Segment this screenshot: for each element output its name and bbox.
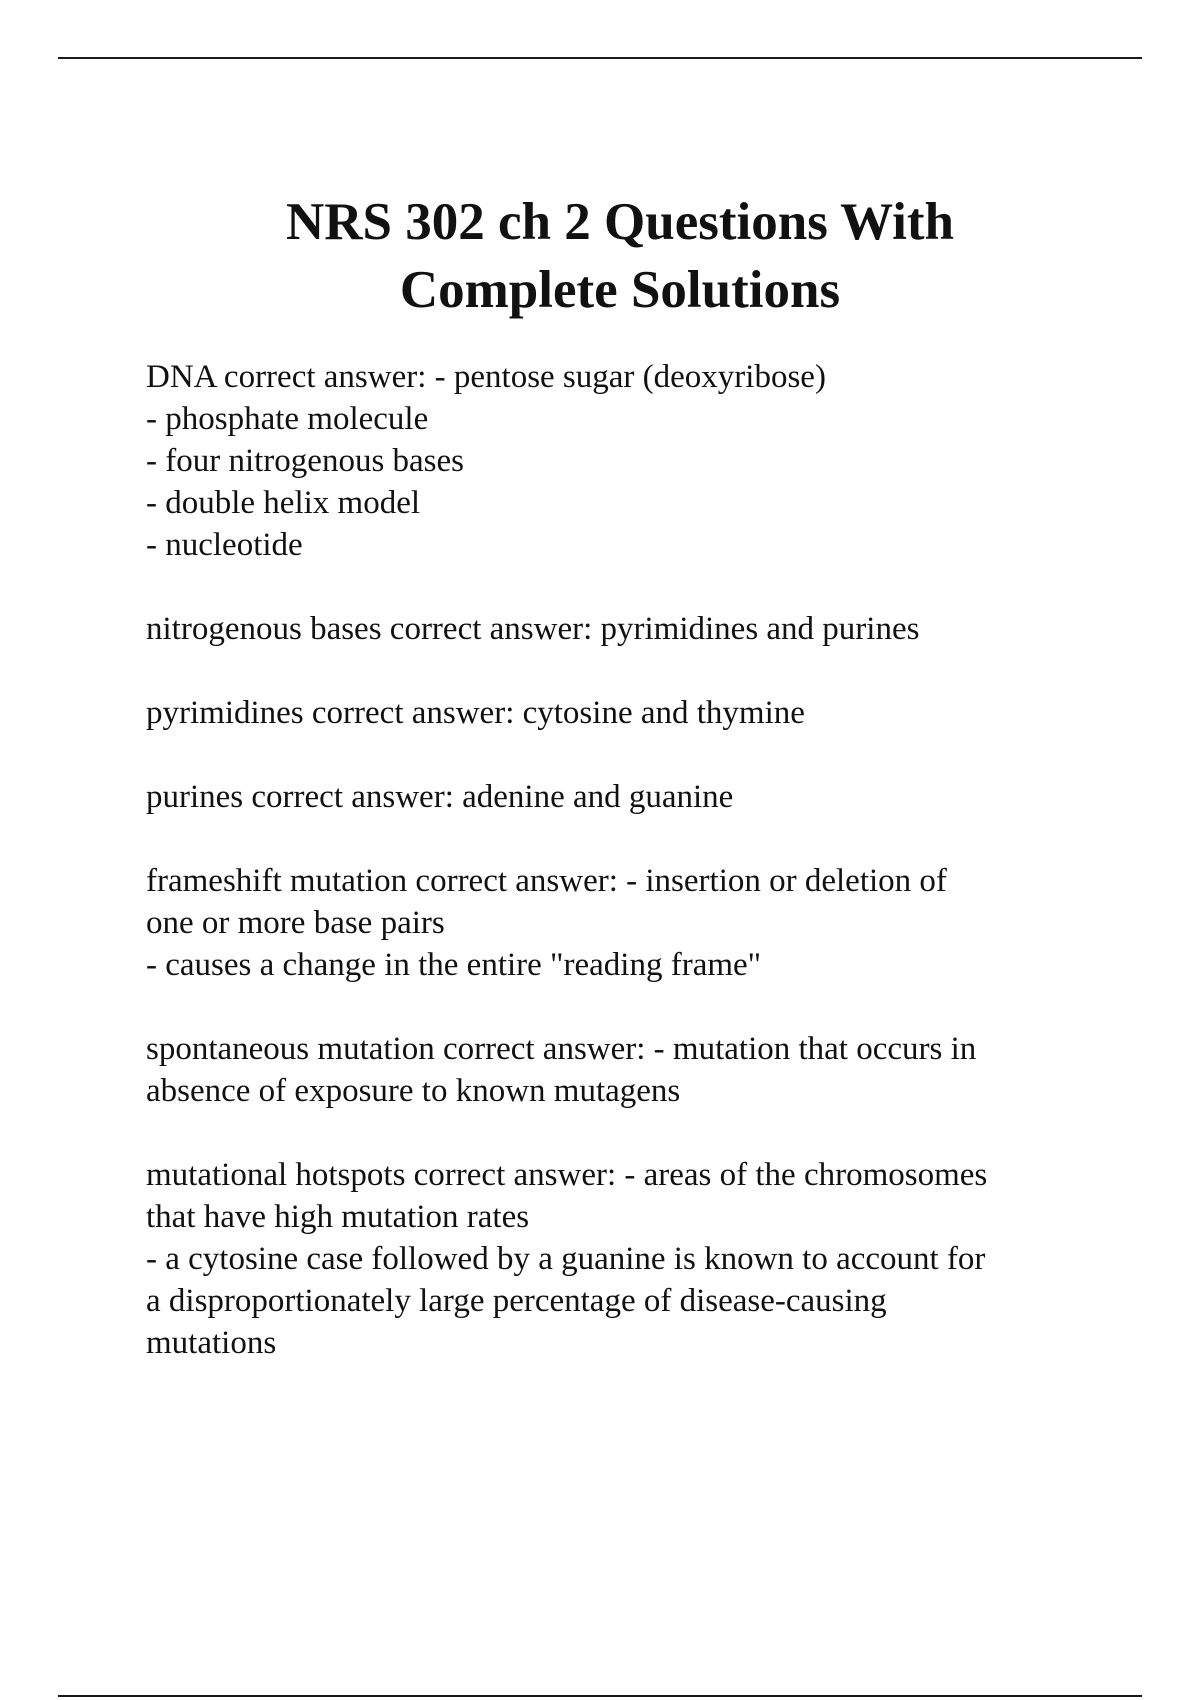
qa-content xyxy=(146,356,1106,1406)
qa-line: DNA correct answer: - pentose sugar (deoxyribose) xyxy=(146,359,826,395)
qa-entry-mutational-hotspots xyxy=(146,1154,1106,1364)
qa-entry-purines xyxy=(146,776,1106,818)
qa-line: pyrimidines correct answer: cytosine and thymine xyxy=(146,695,805,731)
qa-line: - a cytosine case followed by a guanine is known to account for xyxy=(146,1241,986,1277)
page-title xyxy=(150,188,1090,324)
qa-entry-spontaneous-mutation xyxy=(146,1028,1106,1112)
qa-line: a disproportionately large percentage of disease-causing xyxy=(146,1283,887,1319)
title-line: Complete Solutions xyxy=(399,261,841,319)
qa-line: nitrogenous bases correct answer: pyrimidines and purines xyxy=(146,611,920,647)
qa-entry-nitrogenous-bases xyxy=(146,608,1106,650)
qa-line: one or more base pairs xyxy=(146,905,445,941)
qa-line: that have high mutation rates xyxy=(146,1199,530,1235)
qa-line: - nucleotide xyxy=(146,527,303,563)
qa-entry-frameshift-mutation xyxy=(146,860,1106,986)
qa-line: frameshift mutation correct answer: - insertion or deletion of xyxy=(146,863,947,899)
qa-line: absence of exposure to known mutagens xyxy=(146,1073,681,1109)
qa-entry-pyrimidines xyxy=(146,692,1106,734)
qa-entry-dna xyxy=(146,356,1106,566)
qa-line: - phosphate molecule xyxy=(146,401,429,437)
top-rule xyxy=(58,57,1142,59)
bottom-rule xyxy=(58,1695,1142,1697)
qa-line: - causes a change in the entire "reading frame" xyxy=(146,947,762,983)
qa-line: mutations xyxy=(146,1325,277,1361)
qa-line: - four nitrogenous bases xyxy=(146,443,465,479)
qa-line: mutational hotspots correct answer: - areas of the chromosomes xyxy=(146,1157,988,1193)
title-line: NRS 302 ch 2 Questions With xyxy=(285,193,955,251)
qa-line: - double helix model xyxy=(146,485,421,521)
qa-line: purines correct answer: adenine and guanine xyxy=(146,779,734,815)
qa-line: spontaneous mutation correct answer: - mutation that occurs in xyxy=(146,1031,977,1067)
